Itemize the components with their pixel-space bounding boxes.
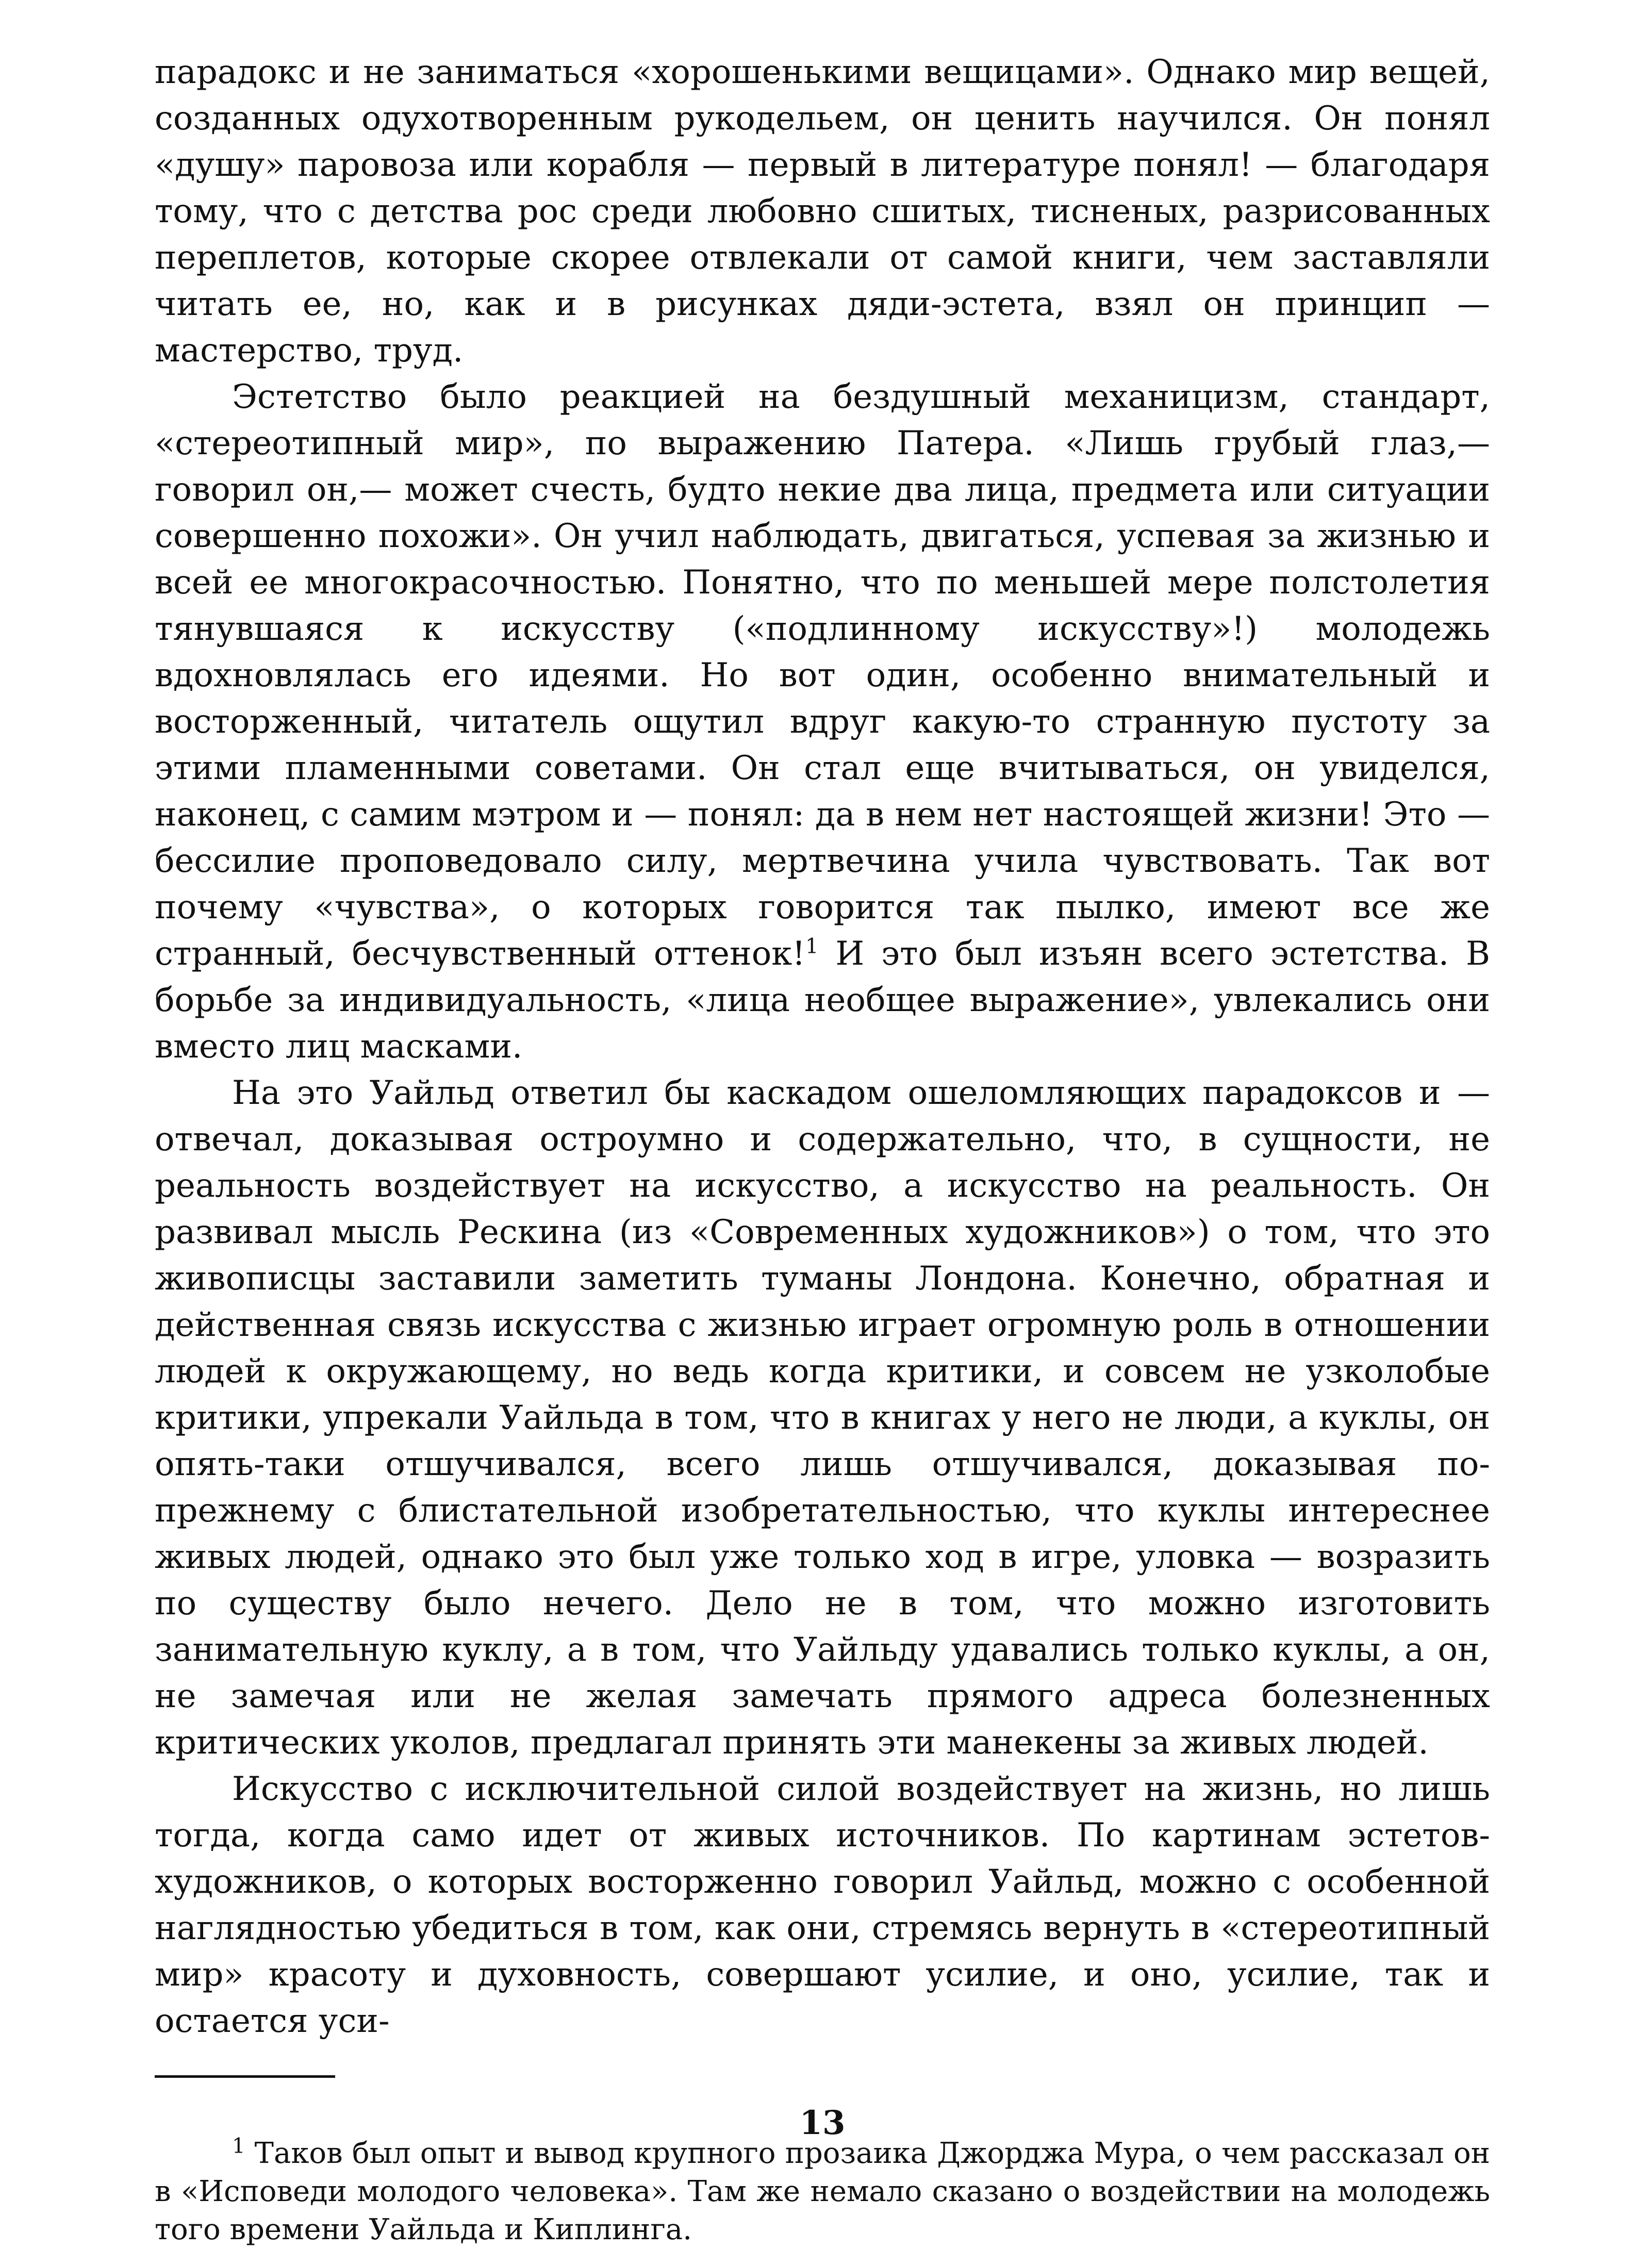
paragraph-1	[155, 49, 1490, 374]
paragraph-2	[155, 374, 1490, 1070]
footnote-text: Таков был опыт и вывод крупного прозаика Джорджа Мура, о чем рассказал он в «Исповеди молодого человека». Там же немало сказано о воздействии на молодежь того времени Уайльда и Киплинга.	[155, 2137, 1490, 2246]
book-page	[155, 49, 1491, 2246]
paragraph-3	[155, 1070, 1490, 1766]
page-number: 13	[799, 2104, 846, 2142]
paragraph-4	[155, 1766, 1490, 2044]
paragraph-text-continued: И это был изъян всего эстетства. В борьбе за индивидуальность, «лица необщее выражение», увлекались они вместо лиц масками.	[155, 935, 1491, 1066]
paragraph-text: парадокс и не заниматься «хорошенькими вещицами». Однако мир вещей, созданных одухотворенным рукодельем, он ценить научился. Он понял «душу» паровоза или корабля — первый в литературе понял! — благодаря тому, что с детства рос среди любовно сшитых, тисненых, разрисованных переплетов, которые скорее отвлекали от самой книги, чем заставляли читать ее, но, как и в рисунках дяди-эстета, взял он принцип — мастерство, труд.	[155, 53, 1490, 370]
paragraph-text: Искусство с исключительной силой воздействует на жизнь, но лишь тогда, когда само идет от живых источников. По картинам эстетов-художников, о которых восторженно говорил Уайльд, можно с особенной наглядностью убедиться в том, как они, стремясь вернуть в «стереотипный мир» красоту и духовность, совершают усилие, и оно, усилие, так и остается уси-	[155, 1770, 1490, 2040]
footnote-mark: 1	[232, 2134, 245, 2158]
footnote-reference: 1	[805, 934, 819, 958]
body-text	[155, 49, 1490, 2044]
footnote-divider	[155, 2075, 335, 2078]
paragraph-text: На это Уайльд ответил бы каскадом ошеломляющих парадоксов и — отвечал, доказывая остроумно и содержательно, что, в сущности, не реальность воздействует на искусство, а искусство на реальность. Он развивал мысль Рескина (из «Современных художников») о том, что это живописцы заставили заметить туманы Лондона. Конечно, обратная и действенная связь искусства с жизнью играет огромную роль в отношении людей к окружающему, но ведь когда критики, и совсем не узколобые критики, упрекали Уайльда в том, что в книгах у него не люди, а куклы, он опять-таки отшучивался, всего лишь отшучивался, доказывая по-прежнему с блистательной изобретательностью, что куклы интереснее живых людей, однако это был уже только ход в игре, уловка — возразить по существу было нечего. Дело не в том, что можно изготовить занимательную куклу, а в том, что Уайльду удавались только куклы, а он, не замечая или не желая замечать прямого адреса болезненных критических уколов, предлагал принять эти манекены за живых людей.	[155, 1074, 1490, 1762]
footnote	[155, 2135, 1490, 2249]
paragraph-text: Эстетство было реакцией на бездушный механицизм, стандарт, «стереотипный мир», по выражению Патера. «Лишь грубый глаз,— говорил он,— может счесть, будто некие два лица, предмета или ситуации совершенно похожи». Он учил наблюдать, двигаться, успевая за жизнью и всей ее многокрасочностью. Понятно, что по меньшей мере полстолетия тянувшаяся к искусству («подлинному искусству»!) молодежь вдохновлялась его идеями. Но вот один, особенно внимательный и восторженный, читатель ощутил вдруг какую-то странную пустоту за этими пламенными советами. Он стал еще вчитываться, он увиделся, наконец, с самим мэтром и — понял: да в нем нет настоящей жизни! Это — бессилие проповедовало силу, мертвечина учила чувствовать. Так вот почему «чувства», о которых говорится так пылко, имеют все же странный, бесчувственный оттенок!	[155, 378, 1490, 973]
